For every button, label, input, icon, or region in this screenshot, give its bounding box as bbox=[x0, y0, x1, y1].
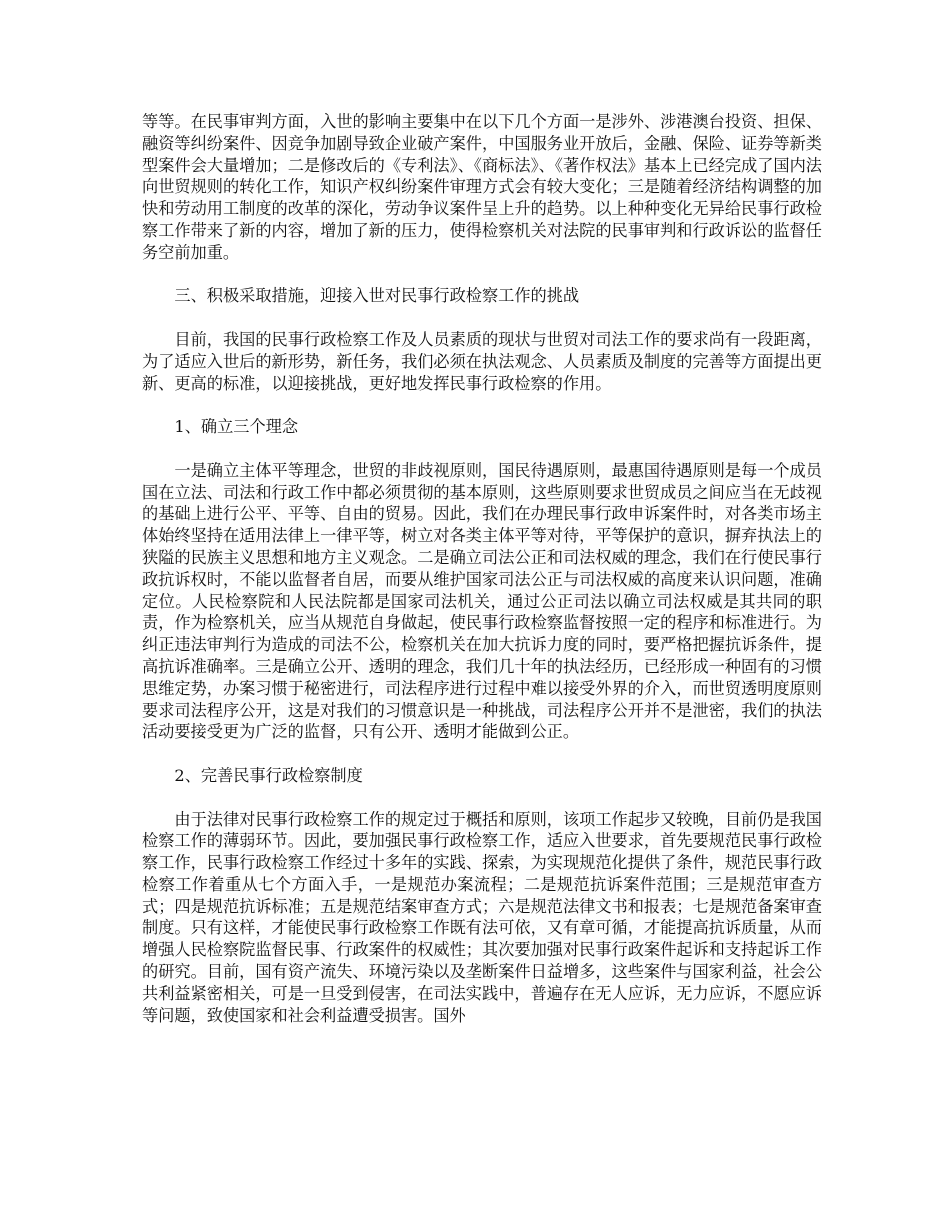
subheading-improve-system: 2、完善民事行政检察制度 bbox=[174, 765, 363, 785]
paragraph-current-situation: 目前，我国的民事行政检察工作及人员素质的现状与世贸对司法工作的要求尚有一段距离，为了适应入世后的新形势，新任务，我们必须在执法观念、人员素质及制度的完善等方面提出更新、更高的标准，以迎接挑战，更好地发挥民事行政检察的作用。 bbox=[142, 329, 822, 393]
paragraph-three-concepts: 一是确立主体平等理念，世贸的非歧视原则，国民待遇原则，最惠国待遇原则是每一个成员国在立法、司法和行政工作中都必须贯彻的基本原则，这些原则要求世贸成员之间应当在无歧视的基础上进行公平、平等、自由的贸易。因此，我们在办理民事行政申诉案件时，对各类市场主体始终坚持在适用法律上一律平等，树立对各类主体平等对待，平等保护的意识，摒弃执法上的狭隘的民族主义思想和地方主义观念。二是确立司法公正和司法权威的理念，我们在行使民事行政抗诉权时，不能以监督者自居，而要从维护国家司法公正与司法权威的高度来认识问题，准确定位。人民检察院和人民法院都是国家司法机关，通过公正司法以确立司法权威是其共同的职责，作为检察机关，应当从规范自身做起，使民事行政检察监督按照一定的程序和标准进行。为纠正违法审判行为造成的司法不公，检察机关在加大抗诉力度的同时，要严格把握抗诉条件，提高抗诉准确率。三是确立公开、透明的理念，我们几十年的执法经历，已经形成一种固有的习惯思维定势，办案习惯于秘密进行，司法程序进行过程中难以接受外界的介入，而世贸透明度原则要求司法程序公开，这是对我们的习惯意识是一种挑战，司法程序公开并不是泄密，我们的执法活动要接受更为广泛的监督，只有公开、透明才能做到公正。 bbox=[142, 460, 822, 742]
subheading-three-concepts: 1、确立三个理念 bbox=[174, 417, 299, 437]
paragraph-civil-trial-impact: 等等。在民事审判方面，入世的影响主要集中在以下几个方面一是涉外、涉港澳台投资、担保、融资等纠纷案件、因竞争加剧导致企业破产案件，中国服务业开放后，金融、保险、证券等新类型案件会大量增加；二是修改后的《专利法》、《商标法》、《著作权法》基本上已经完成了国内法向世贸规则的转化工作，知识产权纠纷案件审理方式会有较大变化；三是随着经济结构调整的加快和劳动用工制度的改革的深化，劳动争议案件呈上升的趋势。以上种种变化无异给民事行政检察工作带来了新的内容，增加了新的压力，使得检察机关对法院的民事审判和行政诉讼的监督任务空前加重。 bbox=[142, 112, 822, 262]
section-heading-three: 三、积极采取措施，迎接入世对民事行政检察工作的挑战 bbox=[174, 286, 580, 306]
document-page bbox=[142, 111, 822, 1026]
paragraph-improve-system: 由于法律对民事行政检察工作的规定过于概括和原则，该项工作起步又较晚，目前仍是我国检察工作的薄弱环节。因此，要加强民事行政检察工作，适应入世要求，首先要规范民事行政检察工作，民事行政检察工作经过十多年的实践、探索，为实现规范化提供了条件，规范民事行政检察工作着重从七个方面入手，一是规范办案流程；二是规范抗诉案件范围；三是规范审查方式；四是规范抗诉标准；五是规范结案审查方式；六是规范法律文书和报表；七是规范备案审查制度。只有这样，才能使民事行政检察工作既有法可依，又有章可循，才能提高抗诉质量，从而增强人民检察院监督民事、行政案件的权威性；其次要加强对民事行政案件起诉和支持起诉工作的研究。目前，国有资产流失、环境污染以及垄断案件日益增多，这些案件与国家利益，社会公共利益紧密相关，可是一旦受到侵害，在司法实践中，普遍存在无人应诉，无力应诉，不愿应诉等问题，致使国家和社会利益遭受损害。国外 bbox=[142, 809, 822, 1025]
